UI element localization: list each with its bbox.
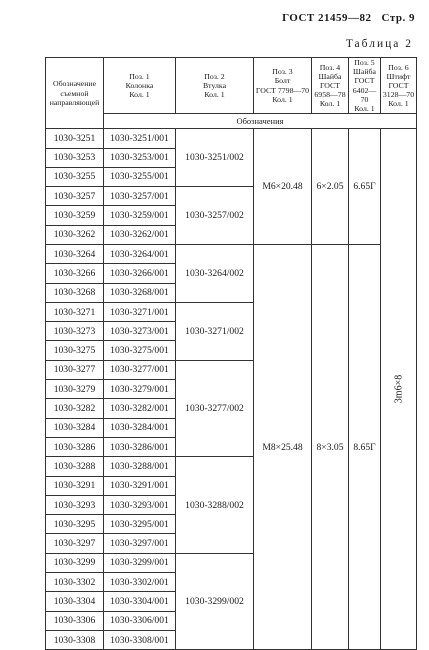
page-header <box>282 12 415 24</box>
table-row <box>46 129 417 148</box>
table-body <box>46 129 417 650</box>
column-header-designation <box>46 58 104 129</box>
header-line: Кол. 1 <box>354 104 375 114</box>
page-number: Стр. 9 <box>381 12 415 24</box>
header-line: Кол. 1 <box>319 99 341 109</box>
designation-cell: 1030-3293 <box>46 495 104 514</box>
pos1-cell: 1030-3306/001 <box>104 611 176 630</box>
pos1-cell: 1030-3282/001 <box>104 399 176 418</box>
header-line: Поз. 6 <box>388 62 409 72</box>
pos2-cell: 1030-3257/002 <box>176 187 254 245</box>
header-line: ГОСТ <box>388 81 409 90</box>
header-line: ГОСТ 7798—70 <box>255 85 310 95</box>
pos1-cell: 1030-3279/001 <box>104 380 176 399</box>
header-line: 3128—70 <box>382 90 415 100</box>
pos1-cell: 1030-3266/001 <box>104 264 176 283</box>
standard-number: ГОСТ 21459—82 <box>282 12 372 24</box>
designation-cell: 1030-3306 <box>46 611 104 630</box>
header-line: съемной <box>60 88 89 98</box>
pos1-cell: 1030-3286/001 <box>104 437 176 456</box>
pos1-cell: 1030-3302/001 <box>104 573 176 592</box>
pos1-cell: 1030-3253/001 <box>104 148 176 167</box>
pos1-cell: 1030-3255/001 <box>104 167 176 186</box>
header-line: Колонка <box>125 81 154 90</box>
pos4-cell: 6×2.05 <box>312 129 349 245</box>
designation-cell: 1030-3286 <box>46 437 104 456</box>
header-line: Шайба <box>318 71 342 81</box>
pos3-cell: M8×25.48 <box>254 245 312 650</box>
pos1-cell: 1030-3257/001 <box>104 187 176 206</box>
header-line: Поз. 1 <box>129 71 150 81</box>
designation-cell: 1030-3257 <box>46 187 104 206</box>
header-line: Шайба <box>353 67 376 77</box>
header-line: Поз. 2 <box>204 71 225 81</box>
table-caption: Таблица 2 <box>345 38 413 50</box>
pos5-cell: 6.65Г <box>349 129 381 245</box>
column-header-pos2 <box>176 58 254 114</box>
header-line: направляющей <box>49 97 100 107</box>
designation-cell: 1030-3302 <box>46 573 104 592</box>
header-line: 6402—70 <box>352 85 377 104</box>
pos3-cell: M6×20.48 <box>254 129 312 245</box>
header-line: Штифт <box>386 71 411 81</box>
pos2-cell: 1030-3271/002 <box>176 302 254 360</box>
pos1-cell: 1030-3297/001 <box>104 534 176 553</box>
column-header-pos4 <box>312 58 349 114</box>
pos2-cell: 1030-3299/002 <box>176 553 254 649</box>
pos2-cell: 1030-3288/002 <box>176 457 254 553</box>
pos1-cell: 1030-3299/001 <box>104 553 176 572</box>
designation-cell: 1030-3262 <box>46 225 104 244</box>
subheader-designations: Обозначения <box>104 114 417 129</box>
designation-cell: 1030-3279 <box>46 380 104 399</box>
designation-cell: 1030-3299 <box>46 553 104 572</box>
designation-cell: 1030-3255 <box>46 167 104 186</box>
pos5-cell: 8.65Г <box>349 245 381 650</box>
designation-cell: 1030-3284 <box>46 418 104 437</box>
header-line: Поз. 3 <box>272 67 293 77</box>
pos1-cell: 1030-3308/001 <box>104 630 176 649</box>
header-line: Болт <box>274 76 291 86</box>
header-line: Поз. 4 <box>319 62 341 72</box>
designation-cell: 1030-3282 <box>46 399 104 418</box>
designation-cell: 1030-3304 <box>46 592 104 611</box>
header-line: 6958—78 <box>314 90 346 100</box>
pos6-cell <box>381 129 417 650</box>
designation-cell: 1030-3259 <box>46 206 104 225</box>
pos1-cell: 1030-3262/001 <box>104 225 176 244</box>
pos1-cell: 1030-3264/001 <box>104 245 176 264</box>
pos1-cell: 1030-3268/001 <box>104 283 176 302</box>
column-header-pos1 <box>104 58 176 114</box>
pos1-cell: 1030-3304/001 <box>104 592 176 611</box>
header-line: Поз. 5 <box>354 58 375 67</box>
pos1-cell: 1030-3291/001 <box>104 476 176 495</box>
header-line: Кол. 1 <box>129 90 150 100</box>
pos1-cell: 1030-3271/001 <box>104 302 176 321</box>
designation-cell: 1030-3291 <box>46 476 104 495</box>
designation-cell: 1030-3268 <box>46 283 104 302</box>
designation-cell: 1030-3264 <box>46 245 104 264</box>
pos1-cell: 1030-3293/001 <box>104 495 176 514</box>
table-row <box>46 245 417 264</box>
designation-cell: 1030-3295 <box>46 515 104 534</box>
pos1-cell: 1030-3275/001 <box>104 341 176 360</box>
designation-cell: 1030-3251 <box>46 129 104 148</box>
pos1-cell: 1030-3277/001 <box>104 360 176 379</box>
designation-cell: 1030-3253 <box>46 148 104 167</box>
pos1-cell: 1030-3284/001 <box>104 418 176 437</box>
designation-cell: 1030-3288 <box>46 457 104 476</box>
column-header-pos6 <box>381 58 417 114</box>
column-header-pos3 <box>254 58 312 114</box>
pos1-cell: 1030-3288/001 <box>104 457 176 476</box>
pos1-cell: 1030-3273/001 <box>104 322 176 341</box>
pos4-cell: 8×3.05 <box>312 245 349 650</box>
designation-cell: 1030-3297 <box>46 534 104 553</box>
pos1-cell: 1030-3251/001 <box>104 129 176 148</box>
pos2-cell: 1030-3277/002 <box>176 360 254 456</box>
pin-label: 3m6×8 <box>393 375 404 404</box>
header-line: Втулка <box>202 81 227 90</box>
header-line: Кол. 1 <box>204 90 225 100</box>
pos1-cell: 1030-3259/001 <box>104 206 176 225</box>
header-line: ГОСТ <box>319 81 340 90</box>
designation-cell: 1030-3271 <box>46 302 104 321</box>
pos1-cell: 1030-3295/001 <box>104 515 176 534</box>
designation-cell: 1030-3277 <box>46 360 104 379</box>
header-line: Обозначение <box>52 79 97 89</box>
designation-cell: 1030-3266 <box>46 264 104 283</box>
designation-cell: 1030-3308 <box>46 630 104 649</box>
column-header-pos5 <box>349 58 381 114</box>
pos2-cell: 1030-3264/002 <box>176 245 254 303</box>
designation-cell: 1030-3275 <box>46 341 104 360</box>
pos2-cell: 1030-3251/002 <box>176 129 254 187</box>
header-line: Кол. 1 <box>388 99 409 109</box>
specification-table <box>45 57 417 650</box>
designation-cell: 1030-3273 <box>46 322 104 341</box>
header-line: ГОСТ <box>354 76 375 86</box>
header-line: Кол. 1 <box>272 94 293 104</box>
